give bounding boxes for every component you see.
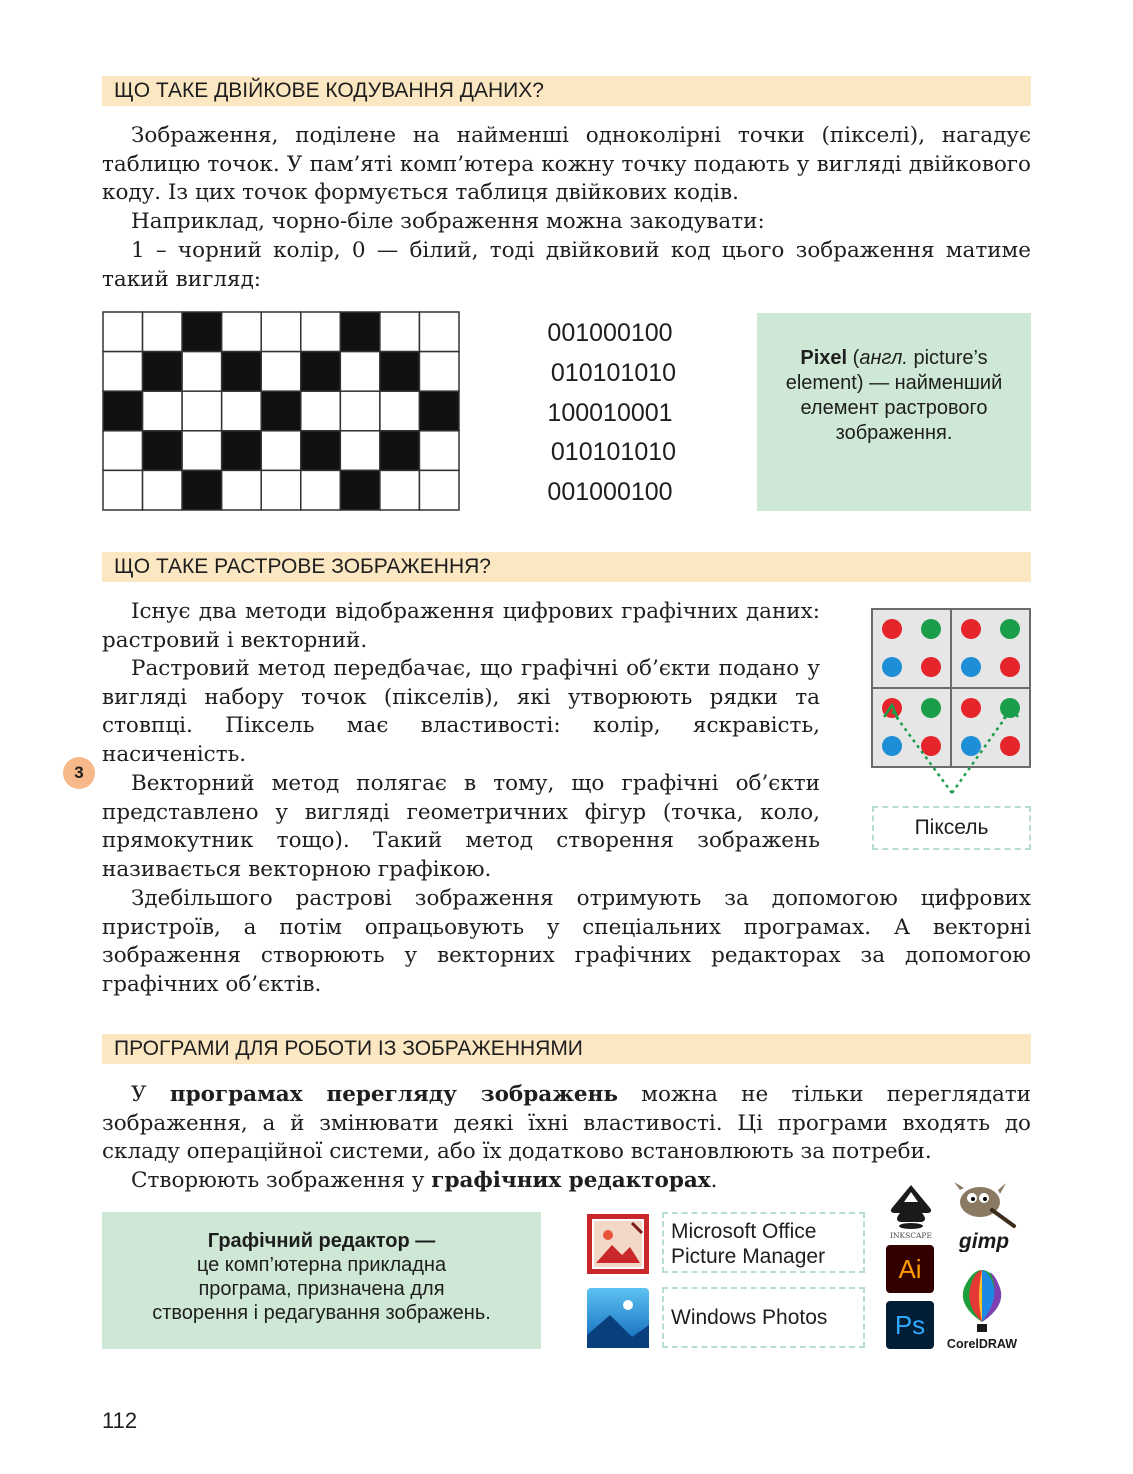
red-subpixel-dot	[961, 619, 981, 639]
paragraph-image-viewers	[102, 1081, 1031, 1167]
gimp-logo-icon	[948, 1180, 1018, 1252]
picture-manager-label-box	[662, 1212, 865, 1273]
pixel-cell	[143, 391, 183, 431]
blue-subpixel-dot	[882, 657, 902, 677]
pixel-cell	[143, 431, 183, 471]
pixel-cell	[222, 470, 262, 510]
red-subpixel-dot	[1000, 736, 1020, 756]
pixel-definition-box	[757, 313, 1031, 511]
picture-manager-icon	[586, 1213, 650, 1275]
graphic-editor-term: Графічний редактор —	[207, 1230, 436, 1252]
pixel-cell	[182, 391, 222, 431]
pixel-cell	[103, 431, 143, 471]
blue-subpixel-dot	[961, 736, 981, 756]
gimp-wordmark: gimp	[958, 1230, 1010, 1252]
windows-photos-icon	[586, 1287, 650, 1349]
black-white-pixel-grid	[102, 311, 460, 511]
pixel-cell	[103, 352, 143, 392]
green-subpixel-dot	[1000, 619, 1020, 639]
picture-manager-line1: Microsoft Office	[671, 1220, 817, 1243]
margin-badge: 3	[63, 757, 95, 789]
pixel-cell	[380, 470, 420, 510]
pixel-cell	[340, 312, 380, 352]
viewers-rest: можна не тільки переглядати зображення, а й змінювати деякі їхні властивості. Ці програми входять до складу операційної системи, або їх додатково встановлюють за потреби.	[102, 1082, 1032, 1165]
pixel-cell	[380, 391, 420, 431]
pixel-cell	[182, 470, 222, 510]
editors-bold-term: графічних редакторах	[431, 1168, 711, 1193]
green-subpixel-dot	[921, 619, 941, 639]
binary-code-row: 001000100	[547, 478, 673, 507]
pixel-cell	[182, 431, 222, 471]
section-heading-raster-image: ЩО ТАКЕ РАСТРОВЕ ЗОБРАЖЕННЯ?	[102, 552, 1031, 582]
pixel-cell	[222, 431, 262, 471]
binary-code-row: 010101010	[543, 358, 677, 387]
pixel-cell	[222, 391, 262, 431]
pixel-cell	[143, 470, 183, 510]
pixel-cell	[103, 391, 143, 431]
pixel-cell	[261, 431, 301, 471]
pixel-cell	[419, 352, 459, 392]
pixel-label-box: Піксель	[872, 806, 1031, 850]
binary-code-row: 001000100	[547, 319, 673, 347]
viewers-prefix: У	[131, 1082, 170, 1107]
inkscape-logo-icon	[884, 1182, 938, 1240]
pixel-cell	[143, 312, 183, 352]
pixel-cell	[143, 352, 183, 392]
pixel-cell	[301, 470, 341, 510]
pixel-cell	[419, 312, 459, 352]
pixel-cell	[340, 470, 380, 510]
pixel-cell	[261, 312, 301, 352]
pixel-cell	[340, 431, 380, 471]
red-subpixel-dot	[1000, 657, 1020, 677]
pixel-cell	[261, 391, 301, 431]
viewers-bold-term: програмах перегляду зображень	[169, 1082, 618, 1107]
pixel-cell	[380, 352, 420, 392]
paragraph-raster-method: Растровий метод передбачає, що графічні об’єкти подано у вигляді набору точок (пікселів), які утворюють рядки та стовпці. Піксель має властивості: колір, яскравість, насиченість.	[102, 656, 820, 768]
paragraph-vector-method: Векторний метод полягає в тому, що графічні об’єкти представлено у вигляді геометричних фігур (точка, коло, прямокутник тощо). Такий метод створення зображень називається векторною графікою.	[102, 771, 820, 883]
red-subpixel-dot	[921, 736, 941, 756]
pixel-cell	[222, 312, 262, 352]
graphic-editor-definition-box	[102, 1212, 541, 1349]
inkscape-wordmark: INKSCAPE	[890, 1231, 932, 1240]
pixel-cell	[419, 431, 459, 471]
pixel-cell	[301, 391, 341, 431]
pixel-cell	[222, 352, 262, 392]
binary-code-row: 010101010	[543, 438, 677, 467]
pixel-paren-open: (	[852, 347, 860, 369]
pixel-subpixel-illustration	[870, 607, 1032, 805]
pixel-cell	[261, 352, 301, 392]
green-subpixel-dot	[921, 698, 941, 718]
editors-prefix: Створюють зображення у	[131, 1168, 432, 1193]
pixel-cell	[301, 352, 341, 392]
pixel-cell	[301, 431, 341, 471]
pixel-cell	[103, 312, 143, 352]
paragraph-pixels-intro: Зображення, поділене на найменші одноколірні точки (пікселі), нагадує таблицю точок. У пам’яті комп’ютера кожну точку подають у вигляді двійкового коду. Із цих точок формується таблиця двійкових кодів.	[102, 123, 1031, 206]
paragraph-example: Наприклад, чорно-біле зображення можна закодувати:	[131, 209, 765, 234]
paragraph-two-methods: Існує два методи відображення цифрових графічних даних: растровий і векторний.	[102, 599, 820, 653]
pixel-cell	[380, 312, 420, 352]
photoshop-logo-icon: Ps	[886, 1301, 934, 1349]
blue-subpixel-dot	[882, 736, 902, 756]
pixel-cell	[103, 470, 143, 510]
pixel-cell	[261, 470, 301, 510]
blue-subpixel-dot	[961, 657, 981, 677]
pixel-cell	[182, 312, 222, 352]
pixel-cell	[419, 470, 459, 510]
pixel-cell	[301, 312, 341, 352]
editors-suffix: .	[710, 1168, 718, 1193]
pixel-term: Pixel	[800, 347, 848, 369]
pixel-cell	[419, 391, 459, 431]
pixel-cell	[380, 431, 420, 471]
picture-manager-line2: Picture Manager	[671, 1245, 826, 1268]
coreldraw-wordmark: CorelDRAW	[946, 1337, 1018, 1351]
coreldraw-logo-icon	[944, 1266, 1024, 1354]
windows-photos-label-box: Windows Photos	[662, 1287, 865, 1348]
red-subpixel-dot	[921, 657, 941, 677]
red-subpixel-dot	[961, 698, 981, 718]
pixel-lang-note: англ.	[859, 347, 908, 369]
pixel-cell	[340, 352, 380, 392]
pixel-definition-text: picture’s element) — найменший елемент растрового зображення.	[785, 347, 1003, 444]
section-heading-image-programs: ПРОГРАМИ ДЛЯ РОБОТИ ІЗ ЗОБРАЖЕННЯМИ	[102, 1034, 1031, 1064]
pixel-cell	[340, 391, 380, 431]
binary-code-row: 100010001	[547, 398, 673, 427]
paragraph-raster-vs-vector: Здебільшого растрові зображення отримують за допомогою цифрових пристроїв, а потім опрацьовують у спеціальних програмах. А векторні зображення створюють у векторних графічних редакторах за допомогою графічних об’єктів.	[102, 886, 1031, 998]
page-number: 112	[102, 1408, 138, 1433]
binary-code-table	[500, 314, 720, 513]
pixel-cell	[182, 352, 222, 392]
red-subpixel-dot	[882, 619, 902, 639]
illustrator-logo-icon: Ai	[886, 1245, 934, 1293]
section-heading-binary-coding: ЩО ТАКЕ ДВІЙКОВЕ КОДУВАННЯ ДАНИХ?	[102, 76, 1031, 106]
graphic-editor-definition: це комп’ютерна прикладна програма, призначена для створення і редагування зображень.	[152, 1254, 491, 1324]
paragraph-encoding-rule: 1 – чорний колір, 0 — білий, тоді двійковий код цього зображення матиме такий вигляд:	[102, 238, 1031, 292]
